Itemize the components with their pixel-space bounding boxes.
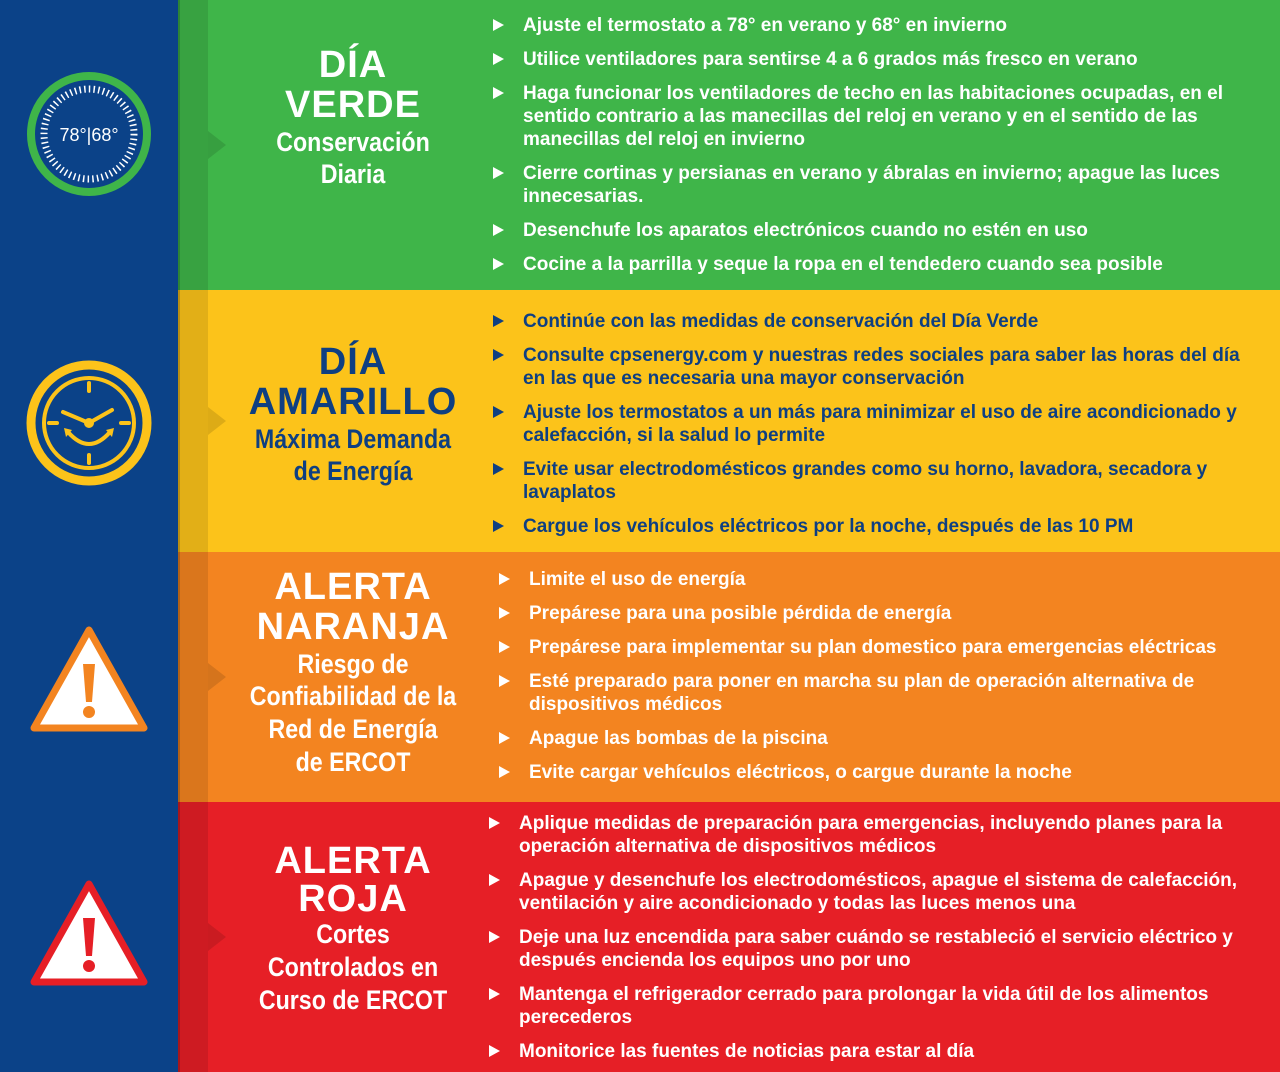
bullet-arrow-icon [493,19,504,31]
list-item: Cocine a la parrilla y seque la ropa en el tendedero cuando sea posible [493,253,1253,276]
list-item: Mantenga el refrigerador cerrado para prolongar la vida útil de los alimentos perecederos [489,983,1249,1029]
level-heading-line: ALERTA [274,566,432,608]
title-divider [178,802,208,1072]
list-item: Prepárese para una posible pérdida de energía [499,602,1259,625]
action-list [493,310,1253,549]
level-subtitle-line: Máxima Demanda [254,423,452,454]
warning-triangle-icon [28,878,150,990]
bullet-arrow-icon [489,931,500,943]
bullet-arrow-icon [489,1045,500,1057]
bullet-arrow-icon [493,258,504,270]
icon-column [0,552,178,802]
level-heading-line: DÍA [318,341,388,383]
level-title [208,342,498,488]
bullet-arrow-icon [499,607,510,619]
level-heading-line: ROJA [298,878,408,920]
list-item: Apague las bombas de la piscina [499,727,1259,750]
list-item: Esté preparado para poner en marcha su plan de operación alternativa de dispositivos médicos [499,670,1259,716]
warning-triangle-icon [28,624,150,736]
level-title [208,45,498,191]
level-heading-line: AMARILLO [248,381,458,424]
icon-column [0,290,178,552]
level-subtitle-line: Diaria [320,159,386,190]
level-heading-line: DÍA [318,44,388,86]
bullet-arrow-icon [493,167,504,179]
list-item: Cierre cortinas y persianas en verano y ábralas en invierno; apague las luces innecesarias. [493,162,1253,208]
bullet-arrow-icon [493,53,504,65]
level-subtitle-line: Curso de ERCOT [258,984,448,1015]
bullet-arrow-icon [499,573,510,585]
level-title [208,842,498,1017]
list-item: Evite cargar vehículos eléctricos, o cargue durante la noche [499,761,1259,784]
list-item: Prepárese para implementar su plan domestico para emergencias eléctricas [499,636,1259,659]
level-subtitle-line: Conservación [276,126,430,157]
title-divider [178,0,208,290]
list-item: Continúe con las medidas de conservación del Día Verde [493,310,1253,333]
title-divider [178,552,208,802]
red-alert-band [0,802,1280,1072]
list-item: Limite el uso de energía [499,568,1259,591]
bullet-arrow-icon [499,641,510,653]
list-item: Aplique medidas de preparación para emergencias, incluyendo planes para la operación alternativa de dispositivos médicos [489,812,1249,858]
bullet-arrow-icon [493,463,504,475]
level-heading-line: NARANJA [256,606,450,649]
level-title [208,567,498,779]
list-item: Evite usar electrodomésticos grandes como su horno, lavadora, secadora y lavaplatos [493,458,1253,504]
bullet-arrow-icon [489,874,500,886]
bullet-arrow-icon [499,766,510,778]
level-heading-line: ALERTA [274,840,432,882]
bullet-arrow-icon [499,732,510,744]
icon-column [0,0,178,290]
bullet-arrow-icon [493,87,504,99]
title-divider [178,290,208,552]
bullet-arrow-icon [499,675,510,687]
thermostat-reading: 78°|68° [59,125,119,145]
list-item: Haga funcionar los ventiladores de techo en las habitaciones ocupadas, en el sentido contrario a las manecillas del reloj en verano y en el sentido de las manecillas del reloj en invierno [493,82,1253,151]
bullet-arrow-icon [493,520,504,532]
bullet-arrow-icon [489,988,500,1000]
level-heading-line: VERDE [285,84,421,127]
level-subtitle-line: Cortes [316,919,390,949]
list-item: Deje una luz encendida para saber cuándo se restableció el servicio eléctrico y después encienda los equipos uno por uno [489,926,1249,972]
bullet-arrow-icon [493,406,504,418]
list-item: Utilice ventiladores para sentirse 4 a 6 grados más fresco en verano [493,48,1253,71]
thermostat-icon [26,71,152,197]
list-item: Desenchufe los aparatos electrónicos cuando no estén en uso [493,219,1253,242]
orange-alert-band [0,552,1280,802]
list-item: Apague y desenchufe los electrodomésticos, apague el sistema de calefacción, ventilación y aire acondicionado y todas las luces menos una [489,869,1249,915]
bullet-arrow-icon [493,224,504,236]
level-subtitle-line: Confiabilidad de la [249,681,457,712]
list-item: Cargue los vehículos eléctricos por la noche, después de las 10 PM [493,515,1253,538]
bullet-arrow-icon [493,315,504,327]
level-subtitle-line: Riesgo de [297,648,409,679]
bullet-arrow-icon [493,349,504,361]
level-subtitle-line: Controlados en [267,951,439,982]
level-subtitle-line: de Energía [293,456,413,487]
bullet-arrow-icon [489,817,500,829]
yellow-day-band [0,290,1280,552]
icon-column [0,802,178,1072]
list-item: Monitorice las fuentes de noticias para estar al día [489,1040,1249,1063]
action-list [499,568,1259,795]
list-item: Consulte cpsenergy.com y nuestras redes sociales para saber las horas del día en las que es necesaria una mayor conservación [493,344,1253,390]
level-subtitle-line: Red de Energía [268,714,438,745]
green-day-band [0,0,1280,290]
list-item: Ajuste el termostato a 78° en verano y 68° en invierno [493,14,1253,37]
clock-icon [26,360,152,486]
level-subtitle-line: de ERCOT [295,747,411,778]
action-list [489,812,1249,1072]
list-item: Ajuste los termostatos a un más para minimizar el uso de aire acondicionado y calefacción, si la salud lo permite [493,401,1253,447]
action-list [493,14,1253,287]
